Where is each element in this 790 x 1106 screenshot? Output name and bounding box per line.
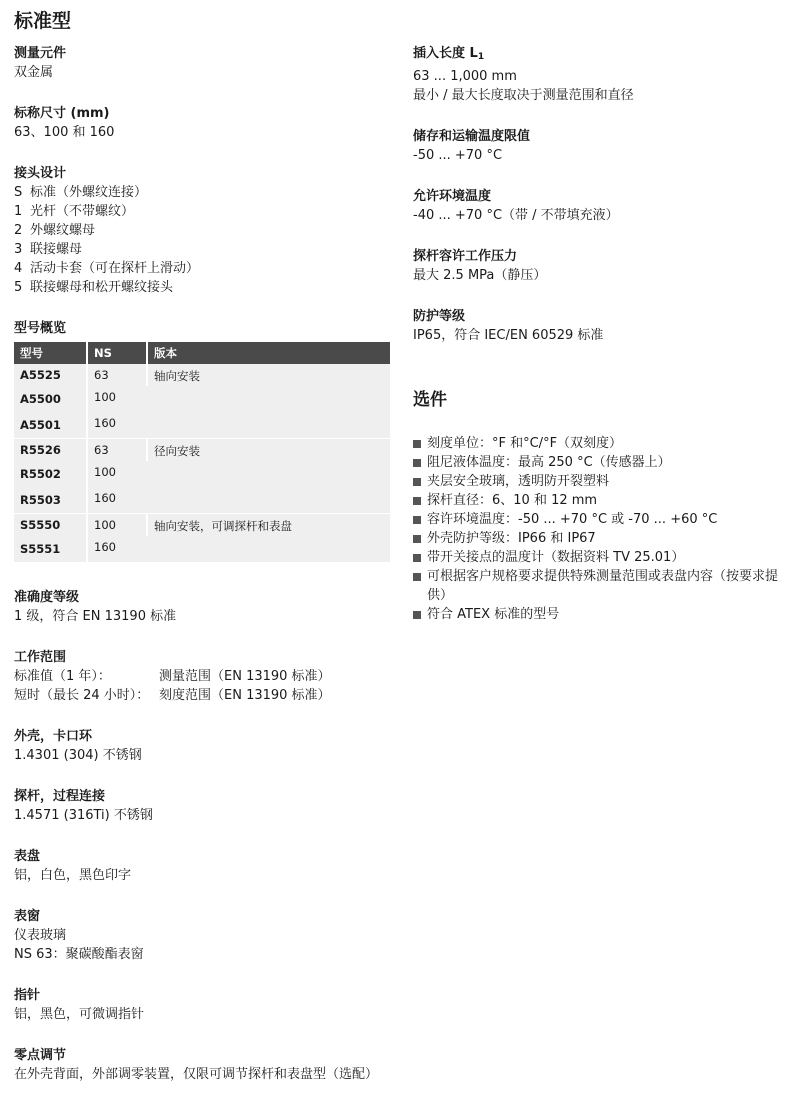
section-value: 最大 2.5 MPa（静压） bbox=[413, 268, 547, 283]
working-range-row: 短时（最长 24 小时）： 刻度范围（EN 13190 标准） bbox=[14, 688, 331, 703]
section-heading: 准确度等级 bbox=[14, 590, 80, 605]
option-text: 刻度单位：°F 和°C/°F（双刻度） bbox=[427, 436, 623, 451]
section-value: 63 ... 1,000 mm bbox=[413, 69, 517, 84]
section-value: 在外壳背面，外部调零装置，仅限可调节探杆和表盘型（选配） bbox=[14, 1067, 379, 1082]
right-column bbox=[413, 44, 783, 624]
section-value: 铝，黑色，可微调指针 bbox=[14, 1007, 145, 1022]
section-heading: 储存和运输温度限值 bbox=[413, 129, 531, 144]
section-heading: 标称尺寸 (mm) bbox=[14, 106, 110, 121]
table-row bbox=[14, 438, 390, 461]
working-range-section bbox=[14, 648, 394, 705]
sensor-section bbox=[14, 44, 394, 82]
pressure-section bbox=[413, 247, 783, 285]
section-heading: 探杆容许工作压力 bbox=[413, 249, 518, 264]
option-item bbox=[413, 529, 783, 548]
square-bullet-icon bbox=[413, 516, 421, 524]
model-cell: R5526 bbox=[14, 438, 88, 461]
insertion-section bbox=[413, 44, 783, 105]
section-heading: 零点调节 bbox=[14, 1048, 67, 1063]
model-cell: S5551 bbox=[14, 536, 88, 562]
square-bullet-icon bbox=[413, 535, 421, 543]
table-row bbox=[14, 513, 390, 536]
option-text: 夹层安全玻璃，透明防开裂塑料 bbox=[427, 474, 610, 489]
model-cell: A5500 bbox=[14, 386, 88, 412]
section-value: 双金属 bbox=[14, 65, 54, 80]
connection-section bbox=[14, 164, 394, 297]
connection-description: 活动卡套（可在探杆上滑动） bbox=[30, 261, 200, 276]
model-cell: A5501 bbox=[14, 412, 88, 438]
connection-list bbox=[14, 183, 394, 297]
section-heading: 工作范围 bbox=[14, 650, 67, 665]
option-text: 外壳防护等级：IP66 和 IP67 bbox=[427, 531, 596, 546]
option-item bbox=[413, 453, 783, 472]
option-text: 容许环境温度：-50 ... +70 °C 或 -70 ... +60 °C bbox=[427, 512, 718, 527]
section-value: 63、100 和 160 bbox=[14, 125, 115, 140]
ns-cell: 160 bbox=[88, 536, 148, 562]
version-cell: 轴向安装，可调探杆和表盘 bbox=[148, 513, 390, 562]
option-item bbox=[413, 548, 783, 567]
section-heading: 接头设计 bbox=[14, 166, 67, 181]
ns-cell: 100 bbox=[88, 461, 148, 487]
option-text: 阻尼液体温度：最高 250 °C（传感器上） bbox=[427, 455, 671, 470]
options-heading: 选件 bbox=[413, 390, 447, 410]
option-text: 带开关接点的温度计（数据资料 TV 25.01） bbox=[427, 550, 685, 565]
square-bullet-icon bbox=[413, 554, 421, 562]
column-header-model: 型号 bbox=[14, 342, 88, 364]
section-heading: 探杆，过程连接 bbox=[14, 789, 106, 804]
connection-code: 1 bbox=[14, 204, 23, 219]
ns-cell: 63 bbox=[88, 364, 148, 386]
connection-description: 联接螺母 bbox=[30, 242, 83, 257]
section-value: -40 ... +70 °C（带 / 不带填充液） bbox=[413, 208, 619, 223]
stem-section bbox=[14, 787, 394, 825]
connection-item bbox=[14, 183, 394, 202]
connection-description: 联接螺母和松开螺纹接头 bbox=[30, 280, 174, 295]
pointer-section bbox=[14, 986, 394, 1024]
option-item bbox=[413, 434, 783, 453]
section-value: 1.4301 (304) 不锈钢 bbox=[14, 748, 142, 763]
column-header-version: 版本 bbox=[148, 342, 390, 364]
model-cell: S5550 bbox=[14, 513, 88, 536]
connection-code: 5 bbox=[14, 280, 23, 295]
protection-section bbox=[413, 307, 783, 345]
version-cell: 径向安装 bbox=[148, 438, 390, 513]
size-section bbox=[14, 104, 394, 142]
connection-item bbox=[14, 278, 394, 297]
left-column bbox=[14, 44, 394, 1106]
section-value: 最小 / 最大长度取决于测量范围和直径 bbox=[413, 88, 634, 103]
storage-section bbox=[413, 127, 783, 165]
section-value: -50 ... +70 °C bbox=[413, 148, 503, 163]
square-bullet-icon bbox=[413, 459, 421, 467]
square-bullet-icon bbox=[413, 440, 421, 448]
square-bullet-icon bbox=[413, 573, 421, 581]
section-heading: 表盘 bbox=[14, 849, 41, 864]
section-value: 仪表玻璃 bbox=[14, 928, 67, 943]
section-value: 1 级，符合 EN 13190 标准 bbox=[14, 609, 177, 624]
section-heading: 外壳，卡口环 bbox=[14, 729, 93, 744]
option-text: 可根据客户规格要求提供特殊测量范围或表盘内容（按要求提供） bbox=[427, 569, 779, 603]
accuracy-section bbox=[14, 588, 394, 626]
connection-item bbox=[14, 240, 394, 259]
ns-cell: 63 bbox=[88, 438, 148, 461]
option-item bbox=[413, 491, 783, 510]
option-item bbox=[413, 605, 783, 624]
connection-code: 3 bbox=[14, 242, 23, 257]
connection-description: 外螺纹螺母 bbox=[30, 223, 96, 238]
ns-cell: 100 bbox=[88, 386, 148, 412]
models-section bbox=[14, 319, 394, 562]
option-item bbox=[413, 567, 783, 605]
section-heading: 指针 bbox=[14, 988, 41, 1003]
section-heading: 插入长度 $L_1$ bbox=[413, 46, 485, 62]
ambient-section bbox=[413, 187, 783, 225]
connection-code: 4 bbox=[14, 261, 23, 276]
connection-item bbox=[14, 202, 394, 221]
model-cell: R5503 bbox=[14, 487, 88, 513]
section-value: NS 63：聚碳酸酯表窗 bbox=[14, 947, 144, 962]
version-cell: 轴向安装 bbox=[148, 364, 390, 438]
section-value: IP65，符合 IEC/EN 60529 标准 bbox=[413, 328, 604, 343]
section-value: 1.4571 (316Ti) 不锈钢 bbox=[14, 808, 153, 823]
model-table bbox=[14, 342, 390, 562]
section-value: 铝，白色，黑色印字 bbox=[14, 868, 132, 883]
option-text: 符合 ATEX 标准的型号 bbox=[427, 607, 560, 622]
section-heading: 防护等级 bbox=[413, 309, 466, 324]
connection-description: 光杆（不带螺纹） bbox=[30, 204, 135, 219]
ns-cell: 160 bbox=[88, 487, 148, 513]
ns-cell: 160 bbox=[88, 412, 148, 438]
column-header-ns: NS bbox=[88, 342, 148, 364]
section-heading: 型号概览 bbox=[14, 321, 67, 336]
case-section bbox=[14, 727, 394, 765]
ns-cell: 100 bbox=[88, 513, 148, 536]
option-item bbox=[413, 472, 783, 491]
connection-code: S bbox=[14, 185, 23, 200]
section-heading: 测量元件 bbox=[14, 46, 67, 61]
section-heading: 表窗 bbox=[14, 909, 41, 924]
square-bullet-icon bbox=[413, 478, 421, 486]
connection-item bbox=[14, 259, 394, 278]
table-row bbox=[14, 364, 390, 386]
option-item bbox=[413, 510, 783, 529]
options-list bbox=[413, 434, 783, 624]
connection-description: 标准（外螺纹连接） bbox=[30, 185, 148, 200]
section-heading: 允许环境温度 bbox=[413, 189, 492, 204]
window-section bbox=[14, 907, 394, 964]
option-text: 探杆直径：6、10 和 12 mm bbox=[427, 493, 598, 508]
square-bullet-icon bbox=[413, 497, 421, 505]
table-header-row bbox=[14, 342, 390, 364]
model-cell: R5502 bbox=[14, 461, 88, 487]
working-range-row: 标准值（1 年）： 测量范围（EN 13190 标准） bbox=[14, 669, 331, 684]
connection-item bbox=[14, 221, 394, 240]
dial-section bbox=[14, 847, 394, 885]
zero-adjust-section bbox=[14, 1046, 394, 1084]
square-bullet-icon bbox=[413, 611, 421, 619]
model-cell: A5525 bbox=[14, 364, 88, 386]
connection-code: 2 bbox=[14, 223, 23, 238]
page-title: 标准型 bbox=[14, 10, 72, 32]
